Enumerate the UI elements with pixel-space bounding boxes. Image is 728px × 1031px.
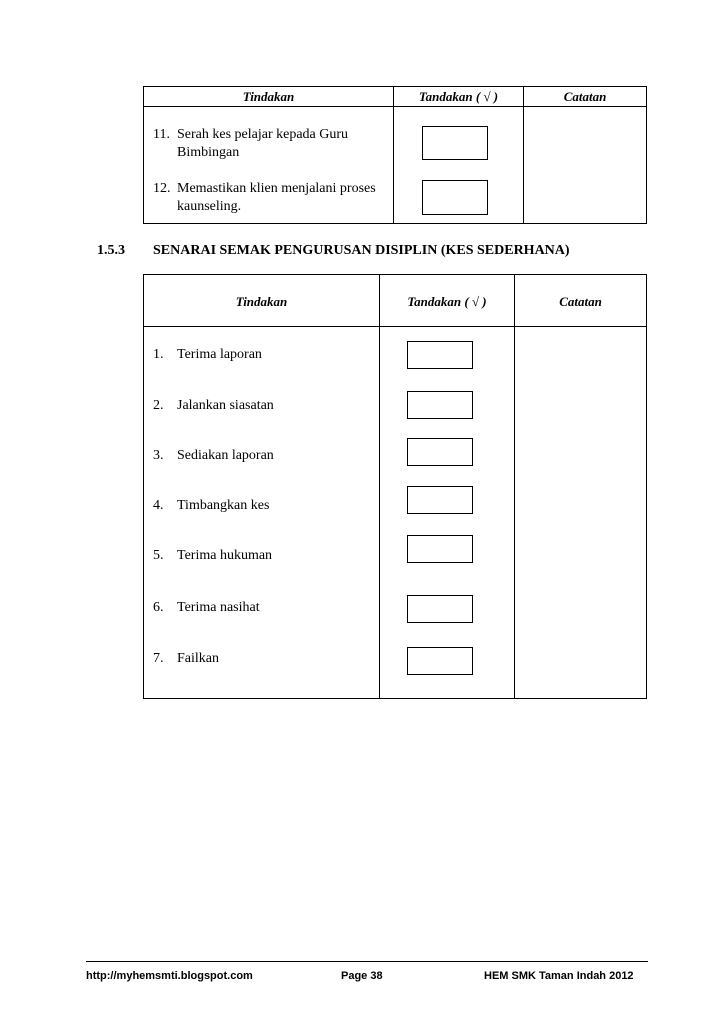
checkbox-field[interactable] — [407, 486, 473, 514]
item-number: 7. — [153, 651, 164, 666]
item-number: 3. — [153, 448, 164, 463]
table2-header-tandakan: Tandakan ( √ ) — [407, 294, 487, 309]
table1-col-divider-1 — [393, 86, 394, 224]
table2-col-divider-1 — [379, 274, 380, 699]
table2-top-border — [143, 274, 647, 275]
footer-url: http://myhemsmti.blogspot.com — [86, 970, 253, 982]
table2-header-border — [143, 326, 647, 327]
item-text: Failkan — [177, 651, 219, 666]
table2-right-border — [646, 274, 647, 699]
table1-right-border — [646, 86, 647, 224]
item-text: Sediakan laporan — [177, 448, 274, 463]
checkbox-field[interactable] — [407, 391, 473, 419]
item-number: 12. — [153, 181, 171, 196]
table2-bottom-border — [143, 698, 647, 699]
table2-header-catatan: Catatan — [559, 294, 602, 309]
item-text-line-1: Memastikan klien menjalani proses — [177, 181, 376, 196]
item-number: 6. — [153, 600, 164, 615]
table1-header-catatan: Catatan — [563, 89, 607, 104]
table2-col-divider-2 — [514, 274, 515, 699]
table1-top-border — [143, 86, 647, 87]
item-text-line-2: kaunseling. — [177, 199, 242, 214]
table1-bottom-border — [143, 223, 647, 224]
section-number: 1.5.3 — [97, 243, 125, 258]
item-number: 11. — [153, 127, 170, 142]
item-number: 2. — [153, 398, 164, 413]
table1-left-border — [143, 86, 144, 224]
checkbox-field[interactable] — [422, 180, 488, 215]
table1-col-divider-2 — [523, 86, 524, 224]
item-text: Jalankan siasatan — [177, 398, 274, 413]
item-number: 4. — [153, 498, 164, 513]
footer-divider — [86, 961, 648, 962]
checkbox-field[interactable] — [407, 438, 473, 466]
item-number: 5. — [153, 548, 164, 563]
item-text-line-1: Serah kes pelajar kepada Guru — [177, 127, 349, 142]
checkbox-field[interactable] — [407, 647, 473, 675]
item-number: 1. — [153, 347, 164, 362]
checkbox-field[interactable] — [407, 595, 473, 623]
item-text: Terima laporan — [177, 347, 262, 362]
table2-header-tindakan: Tindakan — [235, 294, 288, 309]
table1-header-border — [143, 106, 647, 107]
checkbox-field[interactable] — [407, 341, 473, 369]
table1-header-tandakan: Tandakan ( √ ) — [418, 89, 499, 104]
item-text-line-2: Bimbingan — [177, 145, 240, 160]
item-text: Terima nasihat — [177, 600, 260, 615]
checkbox-field[interactable] — [422, 126, 488, 160]
table1-header-tindakan: Tindakan — [242, 89, 295, 104]
footer-organization: HEM SMK Taman Indah 2012 — [484, 970, 634, 982]
table2-left-border — [143, 274, 144, 699]
checkbox-field[interactable] — [407, 535, 473, 563]
item-text: Timbangkan kes — [177, 498, 270, 513]
section-title: SENARAI SEMAK PENGURUSAN DISIPLIN (KES SEDERHANA) — [153, 243, 570, 258]
item-text: Terima hukuman — [177, 548, 273, 563]
footer-page-number: Page 38 — [341, 970, 383, 982]
